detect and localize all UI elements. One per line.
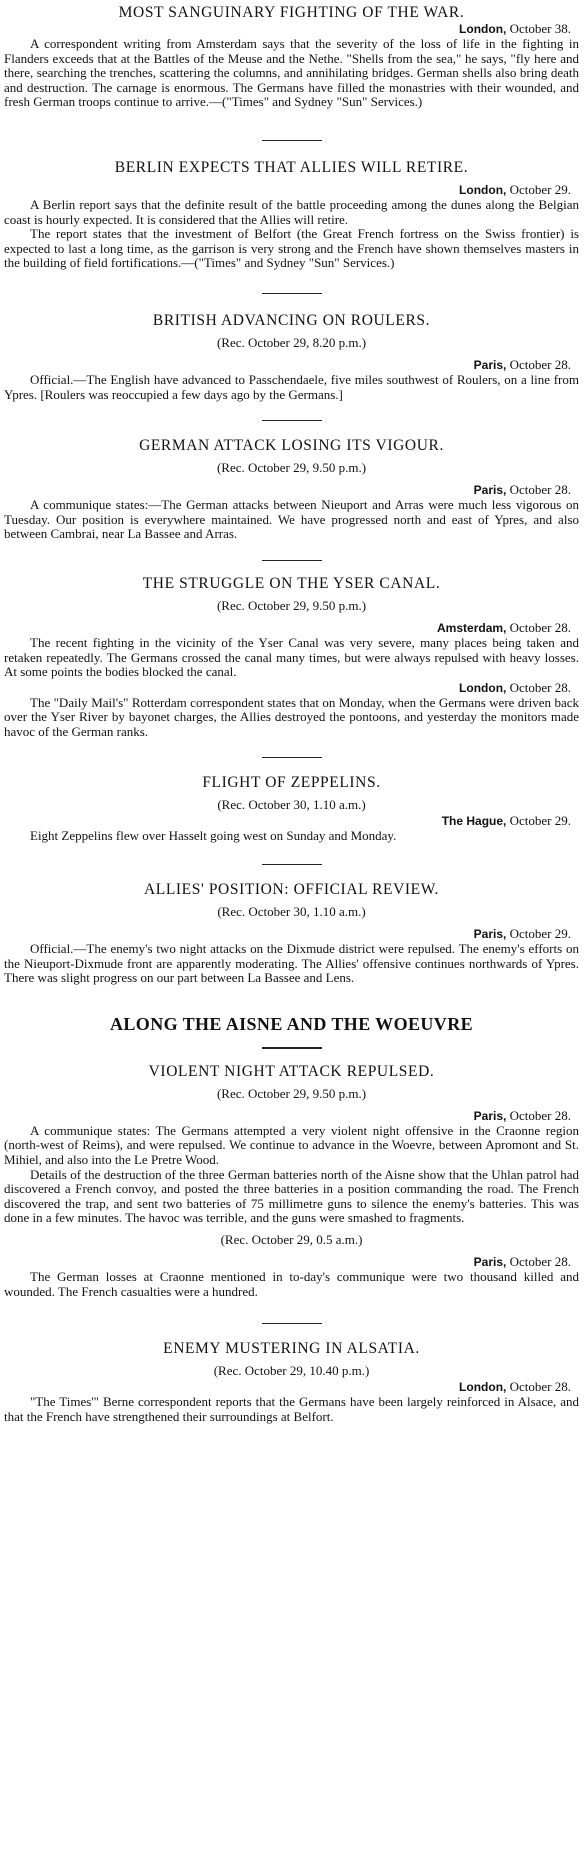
received-time: (Rec. October 29, 8.20 p.m.) bbox=[216, 334, 367, 350]
received-time: (Rec. October 30, 1.10 a.m.) bbox=[217, 904, 366, 920]
dateline bbox=[4, 482, 571, 498]
dateline-date: October 29. bbox=[509, 926, 571, 942]
dateline-place: London, bbox=[459, 1380, 507, 1395]
section-heading: ALONG THE AISNE AND THE WOEUVRE bbox=[110, 1013, 473, 1034]
headline: MOST SANGUINARY FIGHTING OF THE WAR. bbox=[118, 4, 465, 21]
article-paragraph: Official.—The enemy's two night attacks on the Dixmude district were repulsed. The enemy's efforts on the Nieuport-Dixmude front are apparently moderating. The Allies' offensive continues northwards of Ypres. There was slight progress on our part between La Bassee and Lens. bbox=[4, 941, 579, 986]
received-time: (Rec. October 29, 9.50 p.m.) bbox=[216, 1085, 367, 1101]
article-paragraph: A correspondent writing from Amsterdam says that the severity of the loss of life in the fighting in Flanders exceeds that at the Battles of the Meuse and the Nethe. "Shells from the sea," he says, "fly here and there, searching the trenches, scattering the columns, and annihilating bridges. German shells also bring death and destruction. The carnage is enormous. The Germans have filled the monastries with their wounded, and fresh German troops continue to arrive.—("Times" and Sydney "Sun" Services.) bbox=[4, 36, 579, 110]
dateline bbox=[4, 1108, 571, 1124]
headline: BERLIN EXPECTS THAT ALLIES WILL RETIRE. bbox=[114, 158, 469, 176]
divider bbox=[262, 140, 322, 141]
dateline-date: October 29. bbox=[509, 181, 571, 197]
article-paragraph: The German losses at Craonne mentioned in to-day's communique were two thousand killed and wounded. The French casualties were a hundred. bbox=[4, 1269, 579, 1299]
dateline-date: October 28. bbox=[509, 482, 571, 498]
divider bbox=[262, 864, 322, 865]
headline: THE STRUGGLE ON THE YSER CANAL. bbox=[142, 574, 441, 592]
dateline bbox=[4, 620, 571, 636]
article-paragraph: "The Times'" Berne correspondent reports that the Germans have been largely reinforced in Alsace, and that the French have strengthened their surroundings at Belfort. bbox=[4, 1394, 579, 1424]
headline: VIOLENT NIGHT ATTACK REPULSED. bbox=[148, 1062, 435, 1080]
article-sanguinary-fighting bbox=[4, 4, 579, 110]
dateline bbox=[4, 357, 571, 373]
dateline-date: October 28. bbox=[509, 1254, 571, 1269]
divider bbox=[262, 1323, 322, 1324]
dateline-place: London, bbox=[459, 22, 507, 36]
dateline-date: October 29. bbox=[509, 813, 571, 829]
dateline bbox=[4, 1254, 571, 1270]
dateline-date: October 28. bbox=[509, 1379, 571, 1395]
dateline bbox=[4, 182, 571, 198]
article-paragraph: Official.—The English have advanced to Passchendaele, five miles southwest of Roulers, on a line from Ypres. [Roulers was reoccupied a few days ago by the Germans.] bbox=[4, 371, 579, 402]
dateline-place: Amsterdam, bbox=[437, 620, 507, 635]
received-time: (Rec. October 29, 10.40 p.m.) bbox=[213, 1363, 370, 1379]
headline: BRITISH ADVANCING ON ROULERS. bbox=[152, 311, 431, 329]
article-paragraph: A Berlin report says that the definite result of the battle proceeding among the dunes along the Belgian coast is hourly expected. It is considered that the Allies will retire. bbox=[4, 196, 579, 227]
article-paragraph: A communique states: The Germans attempted a very violent night offensive in the Craonne region (north-west of Reims), and were repulsed. We continue to advance in the Woevre, between Apromont and St. Mihiel, and also into the Le Pretre Wood. bbox=[4, 1122, 579, 1168]
article-violent-night-attack bbox=[4, 1063, 579, 1299]
dateline-place: Paris, bbox=[473, 357, 507, 372]
article-paragraph: Eight Zeppelins flew over Hasselt going west on Sunday and Monday. bbox=[30, 828, 397, 844]
article-paragraph: The recent fighting in the vicinity of the Yser Canal was very severe, many places being taken and retaken repeatedly. The Germans crossed the canal many times, but were always repulsed with heavy losses. At some points the bodies blocked the canal. bbox=[4, 634, 579, 680]
article-paragraph: A communique states:—The German attacks between Nieuport and Arras were much less vigorous on Tuesday. Our position is everywhere maintained. We have progressed north and east of Ypres, and also between Cambrai, near La Bassee and Arras. bbox=[4, 497, 579, 542]
article-allies-position bbox=[4, 881, 579, 986]
received-time: (Rec. October 29, 9.50 p.m.) bbox=[216, 460, 367, 476]
article-paragraph: Details of the destruction of the three German batteries north of the Aisne show that the Uhlan patrol had discovered a French convoy, and posted the three batteries in a position commanding the road. The French discovered the trap, and sent two batteries of 75 millimetre guns to silence the enemy's batteries. This was done in a few minutes. The havoc was terrible, and the guns were smashed to fragments. bbox=[4, 1166, 579, 1226]
dateline-date: October 28. bbox=[509, 1107, 571, 1123]
dateline-place: Paris, bbox=[473, 483, 507, 498]
received-time: (Rec. October 30, 1.10 a.m.) bbox=[217, 797, 366, 813]
dateline-place: London, bbox=[459, 680, 507, 695]
headline: ENEMY MUSTERING IN ALSATIA. bbox=[163, 1340, 420, 1358]
dateline-date: October 28. bbox=[509, 679, 571, 695]
article-zeppelins bbox=[4, 774, 579, 844]
received-time: (Rec. October 29, 0.5 a.m.) bbox=[220, 1232, 363, 1247]
dateline-place: Paris, bbox=[473, 1255, 507, 1269]
headline: ALLIES' POSITION: OFFICIAL REVIEW. bbox=[143, 881, 439, 899]
divider bbox=[262, 1047, 322, 1049]
headline: GERMAN ATTACK LOSING ITS VIGOUR. bbox=[139, 437, 444, 455]
dateline bbox=[4, 813, 571, 829]
dateline bbox=[4, 926, 571, 942]
dateline-date: October 28. bbox=[509, 619, 571, 635]
received-time: (Rec. October 29, 9.50 p.m.) bbox=[216, 597, 367, 613]
headline: FLIGHT OF ZEPPELINS. bbox=[202, 774, 381, 792]
dateline-place: Paris, bbox=[473, 1108, 507, 1123]
dateline-place: The Hague, bbox=[441, 814, 507, 829]
article-yser-canal bbox=[4, 575, 579, 740]
dateline-date: October 38. bbox=[509, 21, 571, 36]
article-british-advancing bbox=[4, 312, 579, 402]
divider bbox=[262, 293, 322, 294]
article-berlin-expects bbox=[4, 159, 579, 271]
dateline-place: Paris, bbox=[473, 927, 507, 942]
divider bbox=[262, 757, 322, 758]
dateline-date: October 28. bbox=[509, 356, 571, 372]
dateline bbox=[4, 1379, 571, 1395]
article-paragraph: The "Daily Mail's" Rotterdam correspondent states that on Monday, when the Germans were driven back over the Yser River by bayonet charges, the Allies destroyed the pontoons, and yesterday the monitors made havoc of the German ranks. bbox=[4, 694, 579, 739]
dateline bbox=[4, 21, 571, 37]
divider bbox=[262, 420, 322, 421]
dateline-place: London, bbox=[459, 182, 507, 197]
article-german-attack bbox=[4, 437, 579, 542]
article-enemy-mustering bbox=[4, 1340, 579, 1424]
article-paragraph: The report states that the investment of Belfort (the Great French fortress on the Swiss frontier) is expected to last a long time, as the garrison is very strong and the French have shown themselves masters in the building of field fortifications.—("Times" and Sydney "Sun" Services.) bbox=[4, 226, 579, 271]
dateline bbox=[4, 680, 571, 696]
divider bbox=[262, 560, 322, 561]
